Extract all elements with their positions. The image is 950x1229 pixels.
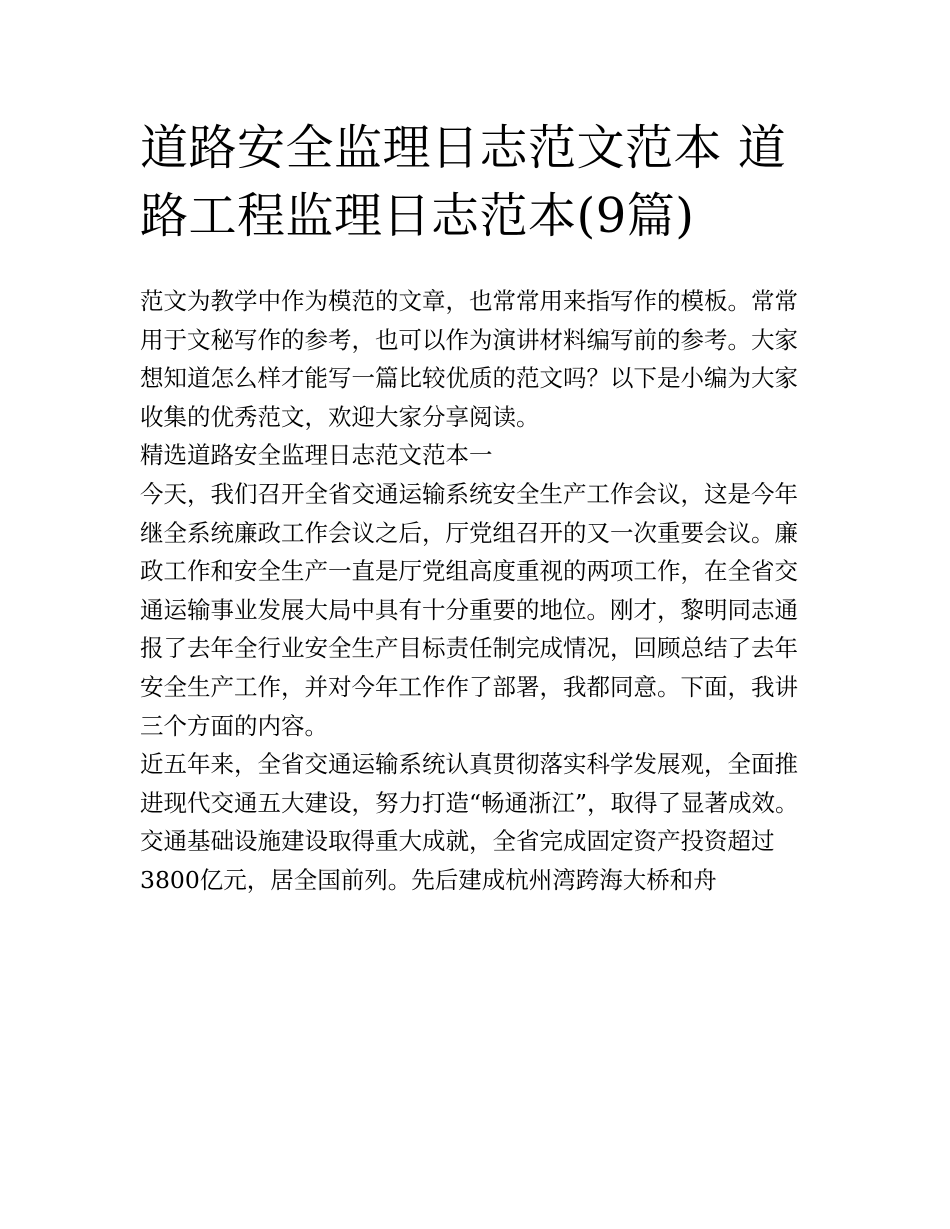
body-paragraph: 今天，我们召开全省交通运输系统安全生产工作会议，这是今年继全系统廉政工作会议之后，厅党组召开的又一次重要会议。廉政工作和安全生产一直是厅党组高度重视的两项工作，在全省交通运输事业发展大局中具有十分重要的地位。刚才，黎明同志通报了去年全行业安全生产目标责任制完成情况，回顾总结了去年安全生产工作，并对今年工作作了部署，我都同意。下面，我讲三个方面的内容。 xyxy=(140,479,798,740)
section-heading: 精选道路安全监理日志范文范本一 xyxy=(140,441,493,470)
document-body xyxy=(140,282,812,900)
intro-paragraph: 范文为教学中作为模范的文章，也常常用来指写作的模板。常常用于文秘写作的参考，也可以作为演讲材料编写前的参考。大家想知道怎么样才能写一篇比较优质的范文吗？以下是小编为大家收集的优秀范文，欢迎大家分享阅读。 xyxy=(140,287,798,431)
document-title: 道路安全监理日志范文范本 道路工程监理日志范本(9篇) xyxy=(140,120,787,244)
body-paragraph: 近五年来，全省交通运输系统认真贯彻落实科学发展观，全面推进现代交通五大建设，努力打造“畅通浙江”，取得了显著成效。交通基础设施建设取得重大成就，全省完成固定资产投资超过3800亿元，居全国前列。先后建成杭州湾跨海大桥和舟 xyxy=(140,750,799,894)
